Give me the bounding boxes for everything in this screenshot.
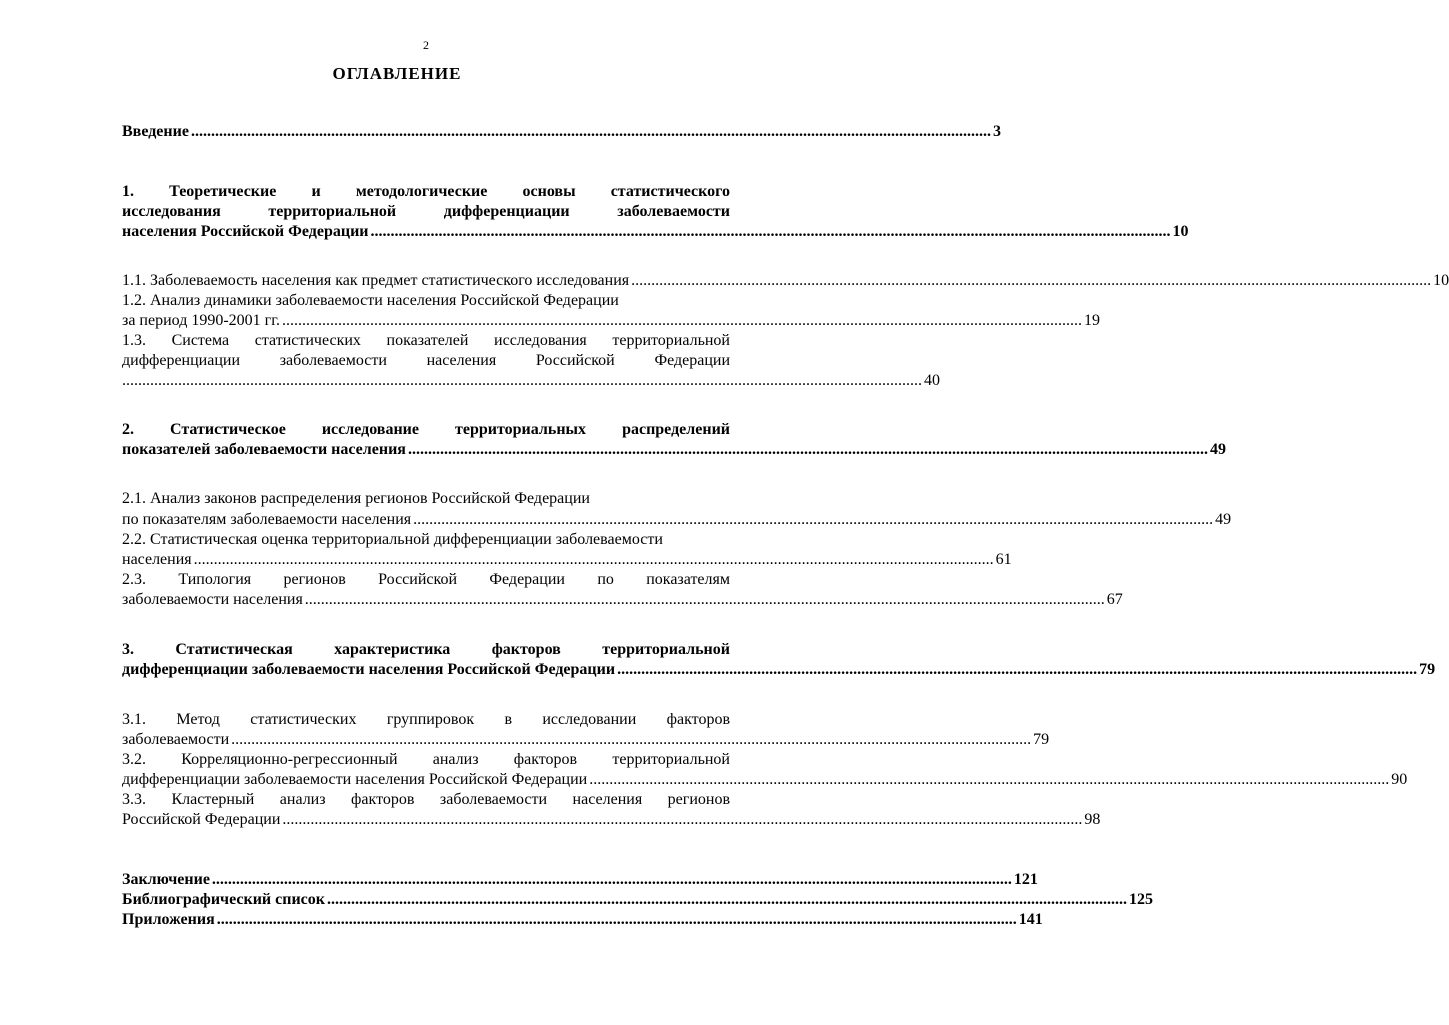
dot-leader: ........................................................................................................................................................................................................ — [631, 272, 1432, 289]
toc-page-number: 19 — [1083, 312, 1100, 329]
dot-leader: ........................................................................................................................................................................................................ — [407, 441, 1208, 458]
toc-page-number: 10 — [1172, 223, 1189, 240]
chapter-3-heading-line2[interactable] — [122, 660, 1436, 680]
toc-entry-label: заболеваемости населения — [122, 591, 303, 608]
toc-page-number: 141 — [1018, 911, 1043, 928]
toc-page-number: 79 — [1419, 661, 1436, 678]
dot-leader: ........................................................................................................................................................................................................ — [231, 731, 1032, 748]
dot-leader: ........................................................................................................................................................................................................ — [370, 223, 1171, 240]
toc-entry-bibliography[interactable] — [122, 890, 1153, 910]
toc-entry-label: дифференциации заболеваемости населения Российской Федерации — [122, 771, 588, 788]
dot-leader: ........................................................................................................................................................................................................ — [413, 511, 1214, 528]
toc-entry-label: 1.1. Заболеваемость населения как предмет статистического исследования — [122, 272, 630, 289]
toc-entry-intro[interactable] — [122, 122, 1001, 142]
section-2-2-line1[interactable]: 2.2. Статистическая оценка территориальной дифференциации заболеваемости — [122, 531, 663, 548]
toc-entry-label: Заключение — [122, 871, 210, 888]
dot-leader: ........................................................................................................................................................................................................ — [281, 312, 1082, 329]
dot-leader: ........................................................................................................................................................................................................ — [617, 661, 1418, 678]
section-1-3-line1[interactable]: 1.3. Система статистических показателей исследования территориальной — [122, 332, 730, 349]
chapter-1-heading-line1[interactable]: 1. Теоретические и методологические основы статистического — [122, 183, 730, 200]
section-1-3-line2[interactable]: дифференциации заболеваемости населения Российской Федерации — [122, 352, 730, 369]
page-number: 2 — [423, 38, 429, 52]
toc-page-number: 90 — [1391, 771, 1408, 788]
dot-leader: ........................................................................................................................................................................................................ — [216, 911, 1017, 928]
section-3-2-line1[interactable]: 3.2. Корреляционно-регрессионный анализ факторов территориальной — [122, 751, 730, 768]
dot-leader: ........................................................................................................................................................................................................ — [589, 771, 1390, 788]
dot-leader: ........................................................................................................................................................................................................ — [122, 372, 922, 389]
dot-leader: ........................................................................................................................................................................................................ — [211, 871, 1012, 888]
section-3-2-line2[interactable] — [122, 770, 1408, 790]
toc-page-number: 121 — [1013, 871, 1038, 888]
section-3-1-line2[interactable] — [122, 730, 1050, 750]
chapter-1-heading-line3[interactable] — [122, 222, 1189, 242]
toc-entry-appendices[interactable] — [122, 910, 1043, 930]
toc-page-number: 61 — [995, 551, 1012, 568]
section-3-3-line2[interactable] — [122, 810, 1101, 830]
section-2-3-line2[interactable] — [122, 590, 1123, 610]
toc-page-number: 67 — [1106, 591, 1123, 608]
section-3-3-line1[interactable]: 3.3. Кластерный анализ факторов заболеваемости населения регионов — [122, 791, 730, 808]
toc-entry-label: за период 1990-2001 гг. — [122, 312, 280, 329]
chapter-2-heading-line2[interactable] — [122, 440, 1226, 460]
toc-entry-label: населения — [122, 551, 192, 568]
toc-entry-label: по показателям заболеваемости населения — [122, 511, 412, 528]
section-2-3-line1[interactable]: 2.3. Типология регионов Российской Федерации по показателям — [122, 571, 730, 588]
toc-page-number: 125 — [1128, 891, 1153, 908]
chapter-1-heading-line2[interactable]: исследования территориальной дифференциации заболеваемости — [122, 203, 730, 220]
section-1-1[interactable] — [122, 271, 1449, 291]
toc-page-number: 98 — [1084, 811, 1101, 828]
section-1-2-line1[interactable]: 1.2. Анализ динамики заболеваемости населения Российской Федерации — [122, 292, 619, 309]
page-title: ОГЛАВЛЕНИЕ — [332, 64, 462, 83]
toc-page-number: 49 — [1209, 441, 1226, 458]
dot-leader: ........................................................................................................................................................................................................ — [326, 891, 1127, 908]
toc-entry-label: показателей заболеваемости населения — [122, 441, 406, 458]
toc-page-number: 3 — [992, 123, 1001, 140]
toc-page-number: 79 — [1033, 731, 1050, 748]
section-2-1-line2[interactable] — [122, 510, 1232, 530]
toc-entry-label: дифференциации заболеваемости населения Российской Федерации — [122, 661, 616, 678]
toc-page-number: 40 — [924, 372, 940, 389]
toc-page-number: 49 — [1215, 511, 1232, 528]
toc-entry-conclusion[interactable] — [122, 870, 1038, 890]
chapter-3-heading-line1[interactable]: 3. Статистическая характеристика факторов территориальной — [122, 641, 730, 658]
section-1-2-line2[interactable] — [122, 311, 1100, 331]
dot-leader: ........................................................................................................................................................................................................ — [304, 591, 1105, 608]
section-3-1-line1[interactable]: 3.1. Метод статистических группировок в исследовании факторов — [122, 711, 730, 728]
chapter-2-heading-line1[interactable]: 2. Статистическое исследование территориальных распределений — [122, 421, 730, 438]
dot-leader: ........................................................................................................................................................................................................ — [190, 123, 991, 140]
dot-leader: ........................................................................................................................................................................................................ — [282, 811, 1083, 828]
dot-leader: ........................................................................................................................................................................................................ — [193, 551, 994, 568]
toc-entry-label: населения Российской Федерации — [122, 223, 369, 240]
toc-entry-label: Введение — [122, 123, 189, 140]
toc-entry-label: Библиографический список — [122, 891, 325, 908]
section-2-2-line2[interactable] — [122, 550, 1012, 570]
toc-page-number: 10 — [1433, 272, 1449, 289]
section-2-1-line1[interactable]: 2.1. Анализ законов распределения регионов Российской Федерации — [122, 490, 590, 507]
section-1-3-line3[interactable] — [122, 371, 940, 391]
toc-entry-label: заболеваемости — [122, 731, 230, 748]
toc-entry-label: Приложения — [122, 911, 215, 928]
toc-entry-label: Российской Федерации — [122, 811, 281, 828]
